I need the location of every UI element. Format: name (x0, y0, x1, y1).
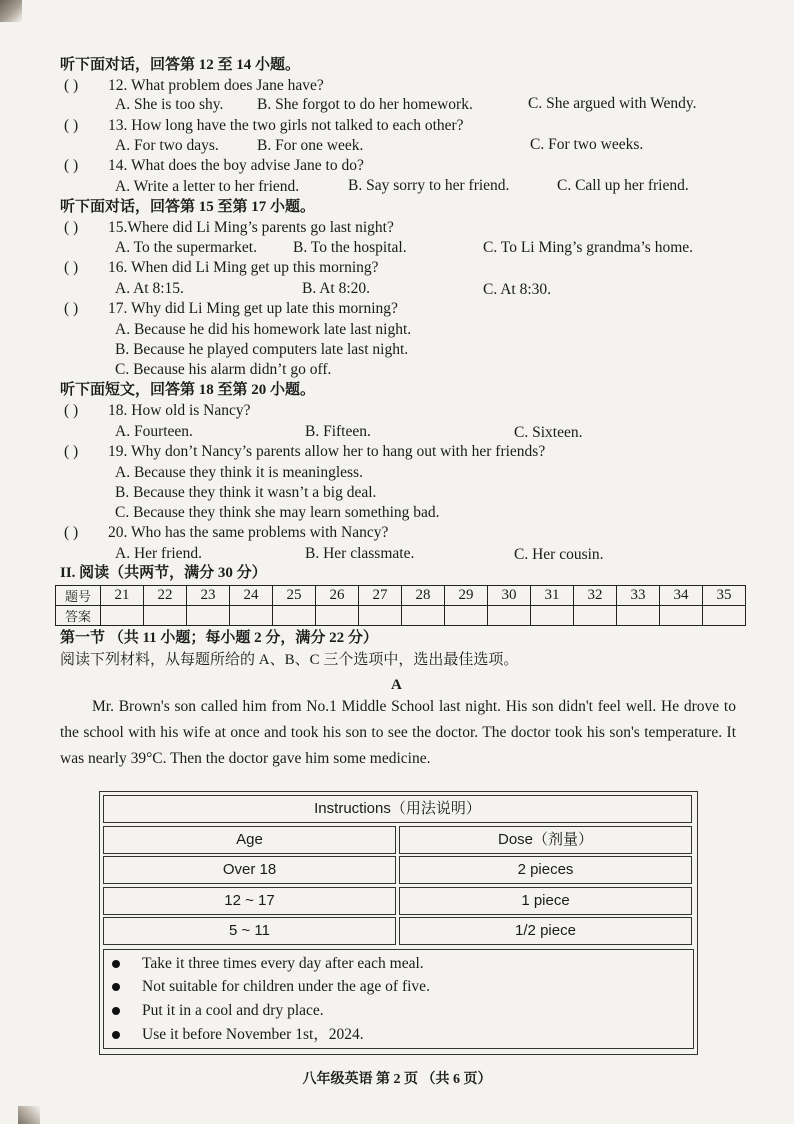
option-19c: C. Because they think she may learn something bad. (115, 504, 440, 521)
question-18 (64, 401, 251, 421)
option-20a: A. Her friend. (115, 545, 202, 562)
answer-blank[interactable]: ( ) (64, 524, 79, 541)
grid-number: 22 (144, 586, 187, 606)
answer-cell[interactable] (531, 606, 574, 626)
usage-note: Put it in a cool and dry place. (104, 1000, 324, 1022)
grid-number: 34 (660, 586, 703, 606)
answer-blank[interactable]: ( ) (64, 77, 79, 94)
answer-blank[interactable]: ( ) (64, 300, 79, 317)
age-cell: Over 18 (103, 856, 396, 884)
question-text: 16. When did Li Ming get up this morning? (108, 259, 379, 276)
dose-cell: 1/2 piece (399, 917, 692, 945)
option-18a: A. Fourteen. (115, 423, 193, 440)
section-header-12-14: 听下面对话，回答第 12 至 14 小题。 (60, 57, 301, 73)
question-text: 17. Why did Li Ming get up late this morning? (108, 300, 398, 317)
option-12b: B. She forgot to do her homework. (257, 96, 473, 113)
question-text: 12. What problem does Jane have? (108, 77, 324, 94)
answer-blank[interactable]: ( ) (64, 443, 79, 460)
option-15c: C. To Li Ming’s grandma’s home. (483, 239, 694, 256)
option-14b: B. Say sorry to her friend. (348, 177, 510, 194)
answer-cell[interactable] (402, 606, 445, 626)
answer-cell[interactable] (660, 606, 703, 626)
age-cell: 5 ~ 11 (103, 917, 396, 945)
bullet-icon (112, 1031, 120, 1039)
answer-cell[interactable] (144, 606, 187, 626)
bullet-icon (112, 1007, 120, 1015)
grid-label-answer: 答案 (56, 606, 101, 626)
grid-number: 24 (230, 586, 273, 606)
question-17 (64, 299, 398, 319)
answer-cell[interactable] (316, 606, 359, 626)
question-16 (64, 258, 379, 278)
grid-number: 28 (402, 586, 445, 606)
option-12c: C. She argued with Wendy. (528, 95, 697, 112)
question-13 (64, 116, 464, 136)
answer-cell[interactable] (273, 606, 316, 626)
grid-number: 32 (574, 586, 617, 606)
answer-grid (55, 585, 746, 626)
usage-notes (103, 949, 694, 1049)
part1-instruction: 阅读下列材料，从每题所给的 A、B、C 三个选项中，选出最佳选项。 (60, 652, 519, 668)
dose-cell: 2 pieces (399, 856, 692, 884)
question-text: 15.Where did Li Ming’s parents go last night? (108, 219, 394, 236)
option-13b: B. For one week. (257, 137, 364, 154)
question-19 (64, 442, 545, 462)
option-14a: A. Write a letter to her friend. (115, 178, 300, 195)
answer-blank[interactable]: ( ) (64, 402, 79, 419)
bullet-icon (112, 960, 120, 968)
answer-cell[interactable] (359, 606, 402, 626)
option-15b: B. To the hospital. (293, 239, 407, 256)
usage-note: Take it three times every day after each meal. (104, 953, 424, 975)
answer-cell[interactable] (574, 606, 617, 626)
column-header-dose: Dose（剂量） (399, 826, 692, 854)
grid-number: 29 (445, 586, 488, 606)
answer-cell[interactable] (488, 606, 531, 626)
option-20b: B. Her classmate. (305, 545, 415, 562)
answer-blank[interactable]: ( ) (64, 157, 79, 174)
option-18b: B. Fifteen. (305, 423, 371, 440)
answer-cell[interactable] (187, 606, 230, 626)
grid-number: 25 (273, 586, 316, 606)
question-text: 13. How long have the two girls not talked to each other? (108, 117, 464, 134)
usage-note: Not suitable for children under the age of five. (104, 976, 430, 998)
instructions-title: Instructions（用法说明） (103, 795, 692, 823)
question-text: 18. How old is Nancy? (108, 402, 251, 419)
medicine-instructions-box (99, 791, 698, 1055)
age-cell: 12 ~ 17 (103, 887, 396, 915)
part1-header: 第一节 （共 11 小题；每小题 2 分，满分 22 分） (60, 630, 378, 646)
grid-number: 31 (531, 586, 574, 606)
answer-grid-answer-row (56, 606, 746, 626)
grid-number: 33 (617, 586, 660, 606)
option-20c: C. Her cousin. (514, 546, 604, 563)
column-header-age: Age (103, 826, 396, 854)
grid-number: 23 (187, 586, 230, 606)
question-20 (64, 523, 388, 543)
grid-number: 21 (101, 586, 144, 606)
bullet-icon (112, 983, 120, 991)
usage-note: Use it before November 1st，2024. (104, 1024, 364, 1046)
reading-section-header: II. 阅读（共两节，满分 30 分） (60, 565, 267, 581)
option-16b: B. At 8:20. (302, 280, 371, 297)
answer-grid-number-row (56, 586, 746, 606)
option-13c: C. For two weeks. (530, 136, 644, 153)
answer-blank[interactable]: ( ) (64, 219, 79, 236)
grid-number: 27 (359, 586, 402, 606)
answer-cell[interactable] (617, 606, 660, 626)
answer-cell[interactable] (703, 606, 746, 626)
option-15a: A. To the supermarket. (115, 239, 257, 256)
option-17a: A. Because he did his homework late last night. (115, 321, 412, 338)
option-19b: B. Because they think it wasn’t a big deal. (115, 484, 377, 501)
question-12 (64, 76, 324, 96)
option-16a: A. At 8:15. (115, 280, 184, 297)
page-footer: 八年级英语 第 2 页 （共 6 页） (302, 1072, 492, 1087)
paper-corner-shadow-bottom (18, 1106, 40, 1124)
answer-cell[interactable] (445, 606, 488, 626)
grid-label-number: 题号 (56, 586, 101, 606)
question-text: 20. Who has the same problems with Nancy? (108, 524, 389, 541)
option-18c: C. Sixteen. (514, 424, 583, 441)
grid-number: 26 (316, 586, 359, 606)
option-19a: A. Because they think it is meaningless. (115, 464, 363, 481)
question-15 (64, 218, 394, 238)
answer-cell[interactable] (101, 606, 144, 626)
option-17b: B. Because he played computers late last night. (115, 341, 409, 358)
section-header-18-20: 听下面短文，回答第 18 至第 20 小题。 (60, 382, 316, 398)
grid-number: 30 (488, 586, 531, 606)
paper-corner-shadow (0, 0, 22, 22)
question-14 (64, 156, 364, 176)
option-13a: A. For two days. (115, 137, 219, 154)
question-text: 19. Why don’t Nancy’s parents allow her to hang out with her friends? (108, 443, 546, 460)
option-14c: C. Call up her friend. (557, 177, 689, 194)
passage-body: Mr. Brown's son called him from No.1 Middle School last night. His son didn't feel well. He drove to the school with his wife at once and took his son to see the doctor. The doctor took his son's temperature. It was nearly 39°C. Then the doctor gave him some medicine. (60, 698, 736, 767)
question-text: 14. What does the boy advise Jane to do? (108, 157, 364, 174)
option-17c: C. Because his alarm didn’t go off. (115, 361, 332, 378)
grid-number: 35 (703, 586, 746, 606)
option-16c: C. At 8:30. (483, 281, 552, 298)
passage-text (60, 694, 736, 772)
answer-cell[interactable] (230, 606, 273, 626)
option-12a: A. She is too shy. (115, 96, 224, 113)
answer-blank[interactable]: ( ) (64, 259, 79, 276)
passage-label: A (391, 677, 402, 693)
section-header-15-17: 听下面对话，回答第 15 至第 17 小题。 (60, 199, 316, 215)
dose-cell: 1 piece (399, 887, 692, 915)
answer-blank[interactable]: ( ) (64, 117, 79, 134)
